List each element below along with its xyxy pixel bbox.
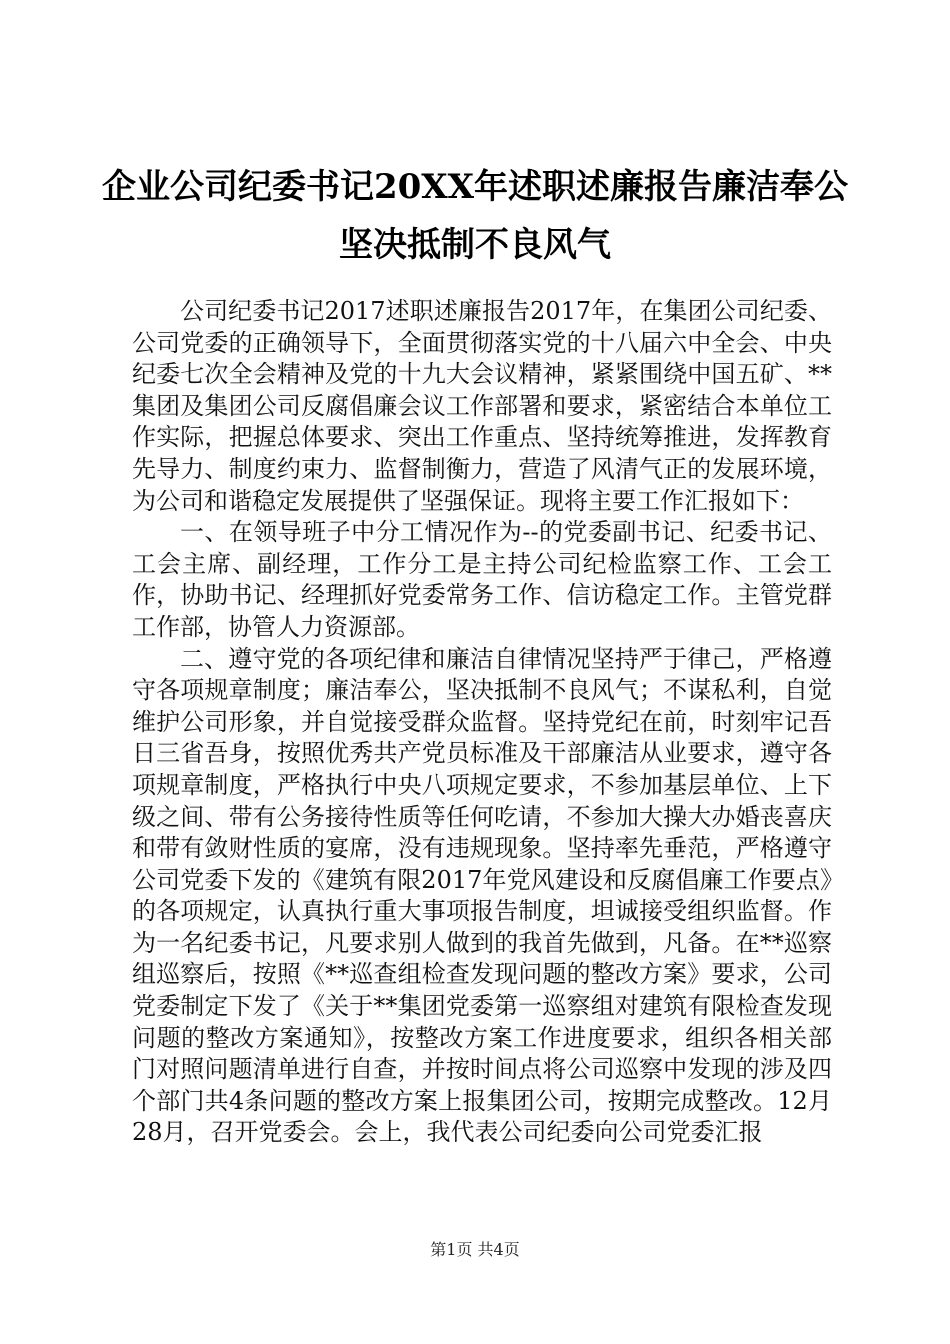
paragraph-intro: 公司纪委书记2017述职述廉报告2017年，在集团公司纪委、公司党委的正确领导下，全面贯彻落实党的十八届六中全会、中央纪委七次全会精神及党的十九大会议精神，紧紧围绕中国五矿、**集团及集团公司反腐倡廉会议工作部署和要求，紧密结合本单位工作实际，把握总体要求、突出工作重点、坚持统筹推进，发挥教育先导力、制度约束力、监督制衡力，营造了风清气正的发展环境，为公司和谐稳定发展提供了坚强保证。现将主要工作汇报如下： (132, 297, 832, 515)
paragraph-section-2: 二、遵守党的各项纪律和廉洁自律情况坚持严于律己，严格遵守各项规章制度；廉洁奉公，坚决抵制不良风气；不谋私利，自觉维护公司形象，并自觉接受群众监督。坚持党纪在前，时刻牢记吾日三省吾身，按照优秀共产党员标准及干部廉洁从业要求，遵守各项规章制度，严格执行中央八项规定要求，不参加基层单位、上下级之间、带有公务接待性质等任何吃请，不参加大操大办婚丧喜庆和带有敛财性质的宴席，没有违规现象。坚持率先垂范，严格遵守公司党委下发的《建筑有限2017年党风建设和反腐倡廉工作要点》的各项规定，认真执行重大事项报告制度，坦诚接受组织监督。作为一名纪委书记，凡要求别人做到的我首先做到，凡备。在**巡察组巡察后，按照《**巡查组检查发现问题的整改方案》要求，公司党委制定下发了《关于**集团党委第一巡察组对建筑有限检查发现问题的整改方案通知》，按整改方案工作进度要求，组织各相关部门对照问题清单进行自查，并按时间点将公司巡察中发现的涉及四个部门共4条问题的整改方案上报集团公司，按期完成整改。12月28月，召开党委会。会上，我代表公司纪委向公司党委汇报 (132, 644, 832, 1147)
page-number-footer: 第1页 共4页 (430, 1240, 520, 1259)
document-body (132, 296, 832, 1149)
paragraph-section-1: 一、在领导班子中分工情况作为--的党委副书记、纪委书记、工会主席、副经理，工作分工是主持公司纪检监察工作、工会工作，协助书记、经理抓好党委常务工作、信访稳定工作。主管党群工作部，协管人力资源部。 (132, 518, 832, 641)
document-title: 企业公司纪委书记20XX年述职述廉报告廉洁奉公坚决抵制不良风气 (101, 167, 849, 265)
